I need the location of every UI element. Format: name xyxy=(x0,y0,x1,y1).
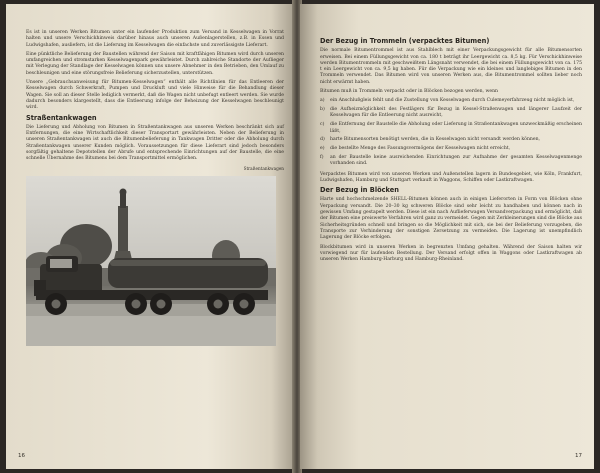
left-paragraph-1: Es ist in unseren Werken Bitumen unter ein laufender Produktion zum Versand in Kesselwagen in Vorrat halten und unsere Verschickhinweis darüber hinaus auch unseren Außenlagerstellen, z.B. in Essen und Ludwigshafen, ausliefern, ist die Lieferung im Kesselwagen die einfachste und zuverlässigste Lieferart. xyxy=(26,30,284,48)
list-item-mark: a) xyxy=(320,98,325,104)
section-heading-strassentankwagen: Straßentankwagen xyxy=(26,113,97,122)
list-item xyxy=(320,137,582,143)
left-page-content xyxy=(26,30,284,346)
list-item-text: ein Anschlußgleis fehlt und die Zustellung von Kesselwagen durch Culemeyerfahrzeug nicht möglich ist, xyxy=(330,98,575,104)
list-item-text: die bestellte Menge des Fassungsvermögens der Kesselwagen nicht erreicht, xyxy=(330,146,511,152)
right-paragraph-1: Die normale Bitumentrommel ist aus Stahlblech mit einer Verpackungsgewicht für alle Bitumensorten erweisen. Bei einem Füllungsgewicht von ca. 180 t beträgt ihr Leergewicht ca. 8,5 kg. Für Verschickhinweise werden Bitumentrommeln mit geschweißtem Längsnaht verwendet, die bei einem Füllungsgewicht von ca. 175 t ein Leergewicht von ca. 9,5 kg haben. Für die Verpackung wie ein kleines und langlebiges Bitumen in den Trommeln verwendet. Das Bitumen wird von unseren Werken aus, die Bitumentrommel sollten lieber noch nicht erwärmt haben. xyxy=(320,48,582,85)
right-page-number: 17 xyxy=(575,453,582,459)
right-page xyxy=(300,4,594,469)
list-item-text: an der Baustelle keine ausreichenden Einrichtungen zur Aufnahme der gesamten Kesselwagenmenge vorhanden sind. xyxy=(330,154,582,167)
left-paragraph-3: Unsere „Gebrauchsanweisung für Bitumen-Kesselwagen“ enthält alle Richtlinien für das Entleeren der Kesselwagen durch Schwerkraft, Pumpen und Druckluft und viele Hinweise für die Behandlung dieser Wagen. Sie soll an dieser Stelle lediglich vermerkt, daß die Wagen nicht unbefugt entleert werden. Sie wurde dadurch besonders klargestellt, dass die Entleerung infolge der Beheizung der Kesselwagen beschleunigt wird. xyxy=(26,80,284,111)
right-page-content xyxy=(320,36,582,266)
list-item-text: harte Bitumensorten benötigt werden, die in Kesselwagen nicht versandt werden können, xyxy=(330,137,540,143)
list-item-mark: f) xyxy=(320,154,324,160)
list-item xyxy=(320,122,582,135)
list-item-mark: e) xyxy=(320,146,325,152)
section-heading-bloecke: Der Bezug in Blöcken xyxy=(320,186,399,195)
right-paragraph-5: Blockbitumen wird in unseren Werken in begrenzten Umfang gehalten. Während der Saison halten wir vorwiegend nur für laufenden Bestellung. Der Versand erfolgt offen in Waggons oder Lastkraftwagen ab unseren Werken Hamburg-Harburg und Hamburg-Rheinland. xyxy=(320,244,582,263)
tanker-truck-photo xyxy=(26,176,276,346)
list-item-text: die Entfernung der Baustelle die Abholung oder Lieferung in Straßentankwagen unzweckmäßig erscheinen läßt, xyxy=(330,122,582,134)
right-paragraph-4: Harte und hochschmelzende SHELL-Bitumen können auch in einigen Lieferorten in Form von Blöcken ohne Verpackung versandt. Die 20–30 kg schweren Blöcke sind sehr leicht zu handhaben und können nach in gewissen Umfang gestapelt werden. Diese ist ein nach Auflieferwagen Versandverpackung und ermöglicht, daß der Bitumen eine preiswerte Verfahren wird ganz zu vermeidet. Gegen mit Zerkleinerungen sind die Blöcke aus Sicherheitsgründen schnell und bringen so die Möglichkeit mit sich, sie bei der Belieferung vorzugeben, die Transporte zur Verhinderung der sonstigen Zersetzung zu vermeiden. Die Lagerung ist unempfindlich Lagerung der Blöcke erfolgen. xyxy=(320,197,582,241)
list-item xyxy=(320,146,582,152)
left-page-number: 16 xyxy=(18,453,25,459)
photo-caption: Straßentankwagen xyxy=(243,165,284,171)
left-paragraph-2: Eine pünktliche Belieferung der Baustellen während der Saison mit kraftfähigen Bitumen wird durch unseren umfangreichen und stromstarken Kesselwagenpark gewährleistet. Durch zahlreiche Standorte der Auflieger mit Verlegung der Standlage der Kesselwagen können uns unsere Abnehmer in den Betrieben, den Umlauf zu beschleunigen und eine störungsfreie Belieferung sicherzustellen, unterstützen. xyxy=(26,51,284,76)
list-item-mark: c) xyxy=(320,122,325,128)
section-heading-trommeln: Der Bezug in Trommeln (verpacktes Bitumen) xyxy=(320,37,490,45)
conditions-list xyxy=(320,98,582,167)
list-item-text: die Aufheizmöglichkeit des Festlägers für Bezug in Kessel-Straßenwagen und längerer Laufzeit der Kesselwagen für die Entleerung nicht ausreicht, xyxy=(330,107,582,119)
list-item xyxy=(320,98,582,104)
list-item-mark: d) xyxy=(320,137,325,143)
left-page xyxy=(6,4,294,469)
right-paragraph-2: Bitumen muß in Trommeln verpackt oder in Blöcken bezogen werden, wenn xyxy=(320,89,499,95)
list-item xyxy=(320,107,582,120)
list-item xyxy=(320,155,582,168)
left-paragraph-4: Die Lieferung und Abholung von Bitumen in Straßentankwagen aus unseren Werken beschränkt sich auf Entfernungen, die eine Wirtschaftlichkeit dieser Transportart gewährleisten. Neben der Belieferung in unseren Straßentankwagen ist auch die Bitumenbelieferung in Tankwagen Dritter oder die Abholung durch Straßentankwagen unserer Kunden möglich. Voraussetzungen für diese Lieferart sind jedoch besonders sorgfältig gehaltene Depotstellen der Abrufe und entsprechende Einrichtungen auf der Baustelle, die eine schnelle Übernahme des Bitumens bei dem Transportmittel ermöglichen. xyxy=(26,124,284,162)
list-item-mark: b) xyxy=(320,107,325,113)
right-paragraph-3: Verpacktes Bitumen wird von unseren Werken und Außenstellen lagern in Bundesgebiet, wie Köln, Frankfurt, Ludwigshafen, Hamburg und Stuttgart verkauft in Waggons, Schiffen oder Lastkraftwagen. xyxy=(320,171,582,183)
tanker-truck-illustration xyxy=(26,176,276,346)
